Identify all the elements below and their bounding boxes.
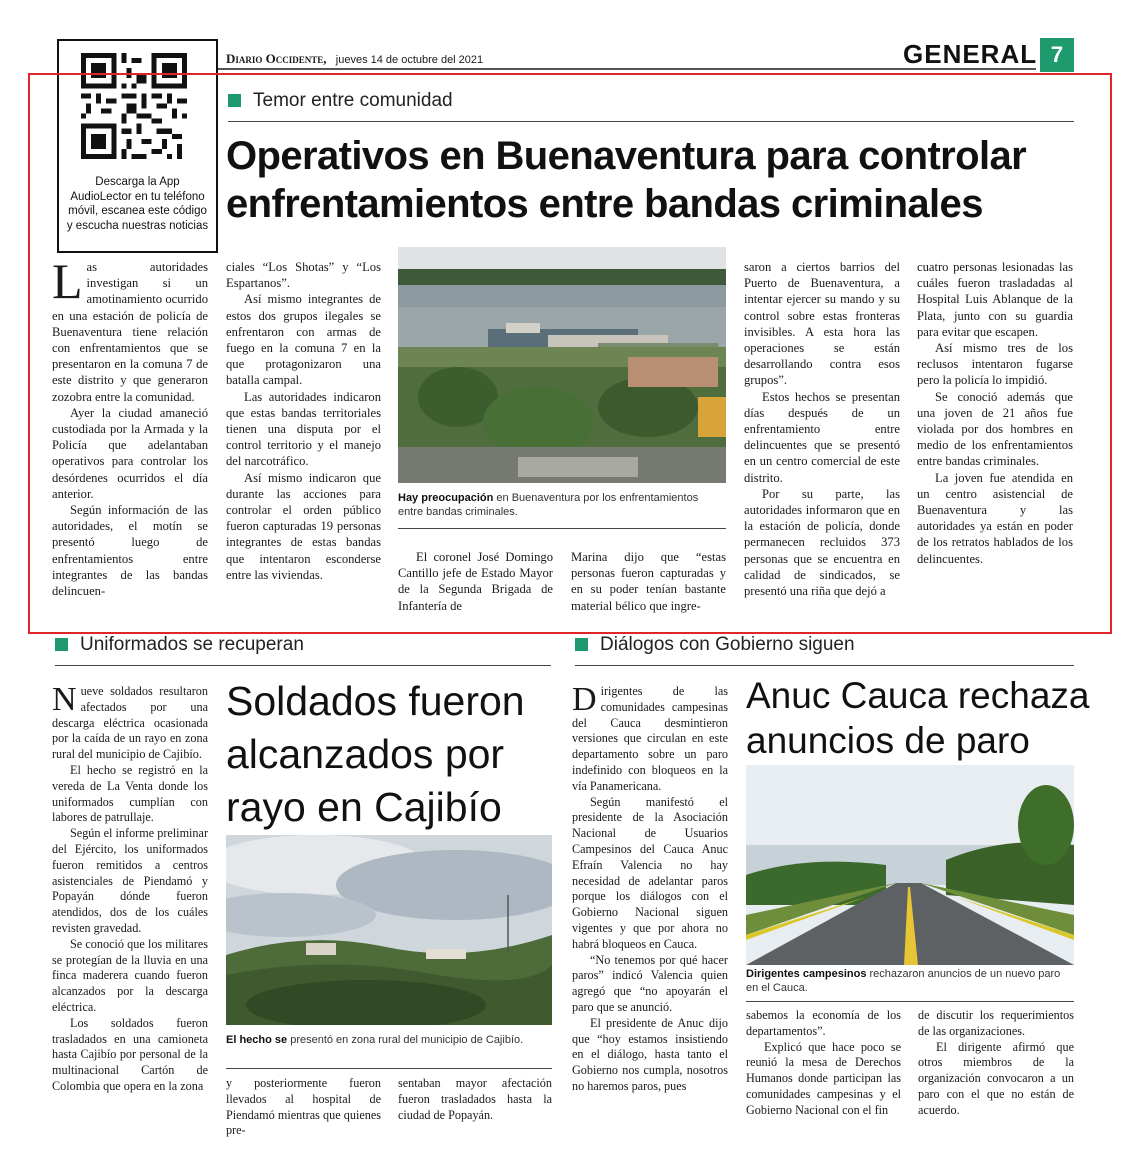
qr-promo-box (57, 39, 218, 253)
left-kicker-rule (55, 665, 551, 666)
main-photo-caption (398, 491, 726, 519)
right-col-2-p1: sabemos la economía de los departamentos”. (746, 1008, 901, 1038)
paper-name: Diario Occidente, (226, 51, 327, 66)
main-col-2 (226, 259, 381, 583)
right-col-1-p4: El presidente de Anuc dijo que “hoy estamos insistiendo en el diálogo, hasta tanto el Gobierno nos cumpla, nosotros no haremos paros, pues (572, 1015, 728, 1093)
right-caption-rule (746, 1001, 1074, 1002)
main-col-4 (571, 549, 726, 614)
main-col-6-p1: cuatro personas lesionadas las cuáles fueron trasladadas al Hospital Luis Ablanque de la Plata, junto con su guardia para evitar que escapen. (917, 260, 1073, 339)
right-col-1-p1: Dirigentes de las comunidades campesinas del Cauca desmintieron versiones que circulan en este departamento sobre un paro indefinido con bloqueos en la vía Panamericana. (572, 681, 728, 793)
right-col-1-p2: Según manifestó el presidente de la Asociación Nacional de Usuarios Campesinos del Cauca Anuc Efraín Valencia no hay necesidad de adelantar paros porque los diálogos con el Gobierno Nacional siguen vigentes y que por ahora no habrá bloqueos en Cauca. (572, 794, 728, 951)
page-number: 7 (1050, 42, 1064, 67)
main-kicker (228, 90, 453, 112)
left-headline (226, 675, 525, 834)
left-col-3 (398, 1076, 552, 1123)
kicker-square-icon (575, 638, 588, 651)
main-col-6 (917, 259, 1073, 567)
right-headline-line1: Anuc Cauca rechaza (746, 675, 1090, 716)
main-kicker-text: Temor entre comunidad (253, 90, 453, 111)
kicker-square-icon (228, 94, 241, 107)
left-kicker-text: Uniformados se recuperan (80, 634, 304, 655)
right-kicker-text: Diálogos con Gobierno siguen (600, 634, 855, 655)
right-col-2-p2: Explicó que hace poco se reunió la mesa de Derechos Humanos donde participan las comunidades campesinas y el Gobierno Nacional con el fin (746, 1039, 901, 1117)
right-col-3-p2: El dirigente afirmó que otros miembros de la organización convocaron a un paro con el que no están de acuerdo. (918, 1039, 1074, 1117)
left-headline-line1: Soldados fueron (226, 678, 525, 724)
main-col-6-p4: La joven fue atendida en un centro asistencial de Buenaventura y las autoridades ya están en poder de los retratos hablados de los delincuentes. (917, 470, 1073, 566)
qr-code[interactable] (81, 53, 187, 159)
left-col-1-p5: Los soldados fueron trasladados en una camioneta hasta Cajibío por personal de la multinacional Cartón de Colombia que opera en la zona (52, 1015, 208, 1093)
left-col-1-p3: Según el informe preliminar del Ejército, los uniformados fueron remitidos a centros asistenciales de Piendamó y Popayán dónde fueron atendidos, dos de los cuáles revisten gravedad. (52, 826, 208, 935)
left-headline-line2: alcanzados por (226, 731, 505, 777)
main-col-1-p2: Ayer la ciudad amaneció custodiada por la Armada y la Policía que adelantaban operativos para controlar los desórdenes ocurridos el día anterior. (52, 405, 208, 501)
main-col-1 (52, 253, 208, 599)
right-col-2 (746, 1008, 901, 1119)
main-col-4-p1: Marina dijo que “estas personas fueron capturadas y en su poder tenían bastante material bélico que ingre- (571, 550, 726, 613)
main-col-5 (744, 259, 900, 599)
right-headline (746, 673, 1089, 763)
left-caption-rule (226, 1068, 552, 1069)
right-photo-caption (746, 967, 1074, 995)
dropcap: D (572, 681, 597, 718)
main-col-5-p3: Por su parte, las autoridades informaron que en la estación de policía, donde permanecen recluidos 373 personas que se encuentra en calidad de sindicados, se presentó una riña que dejó a (744, 486, 900, 599)
main-headline-line2: enfrentamientos entre bandas criminales (226, 182, 983, 226)
left-col-2 (226, 1076, 381, 1139)
dropcap: L (52, 253, 83, 309)
main-kicker-rule (228, 121, 1074, 122)
main-col-3-p1: El coronel José Domingo Cantillo jefe de Estado Mayor de la Segunda Brigada de Infantería de (398, 550, 553, 613)
masthead-paper (226, 51, 483, 67)
main-caption-rule (398, 528, 726, 529)
dropcap: N (52, 681, 77, 718)
main-col-6-p2: Así mismo tres de los reclusos intentaron fugarse pero la policía lo impidió. (917, 341, 1073, 388)
right-col-1 (572, 681, 728, 1095)
left-col-1-p1: Nueve soldados resultaron afectados por una descarga eléctrica ocasionada por la caída de un rayo en zona rural del municipio de Cajibío. (52, 681, 208, 762)
main-col-2-p4: Así mismo indicaron que durante las acciones para controlar el orden público fueron capturadas 19 personas integrantes de estas bandas que intentaron esconderse entre las viviendas. (226, 470, 381, 582)
right-col-1-p3: “No tenemos por qué hacer paros” indicó Valencia quien agregó que “no apoyarán el paro que se anunció. (572, 952, 728, 1014)
left-col-1-p4: Se conoció que los militares se protegían de la lluvia en una finca maderera cuando fueron alcanzados por la descarga eléctrica. (52, 936, 208, 1014)
main-photo (398, 247, 726, 483)
main-col-2-p3: Las autoridades indicaron que estas bandas territoriales tienen una disputa por el control territorio y el manejo del narcotráfico. (226, 389, 381, 469)
left-photo-caption (226, 1033, 552, 1047)
right-caption-bold: Dirigentes campesinos (746, 968, 867, 980)
left-headline-line3: rayo en Cajibío (226, 784, 502, 830)
right-kicker-rule (575, 665, 1074, 666)
left-col-3-p1: sentaban mayor afectación fueron trasladados hasta la ciudad de Popayán. (398, 1076, 552, 1122)
main-col-6-p3: Se conoció además que una joven de 21 años fue violada por dos hombres en medio de los enfrentamientos entre bandas criminales. (917, 389, 1073, 469)
main-col-5-p2: Estos hechos se presentan días después de un enfrentamiento entre delincuentes que se presentó en un centro comercial de este distrito. (744, 389, 900, 485)
left-col-2-p1: y posteriormente fueron llevados al hospital de Piendamó mientras que quienes pre- (226, 1076, 381, 1138)
main-col-2-p2: Así mismo integrantes de estos dos grupos ilegales se enfrentaron con armas de fuego en la comuna 7 en la que protagonizaron una batalla campal. (226, 292, 381, 388)
main-caption-text: en Buenaventura por los enfrentamientos entre bandas criminales. (398, 492, 699, 518)
main-caption-bold: Hay preocupación (398, 492, 494, 504)
right-caption-text: rechazaron anuncios de un nuevo paro en el Cauca. (746, 968, 1061, 994)
issue-date: jueves 14 de octubre del 2021 (335, 54, 484, 66)
right-headline-line2: anuncios de paro (746, 720, 1030, 761)
left-caption-text: presentó en zona rural del municipio de Cajibío. (287, 1034, 524, 1046)
left-caption-bold: El hecho se (226, 1034, 288, 1046)
right-kicker (575, 634, 855, 656)
main-headline-line1: Operativos en Buenaventura para controlar (226, 134, 1027, 178)
main-col-2-p1: ciales “Los Shotas” y “Los Espartanos”. (226, 260, 381, 291)
main-col-1-p3: Según información de las autoridades, el motín se presentó luego de enfrentamientos entre integrantes de las bandas delincuen- (52, 503, 208, 599)
right-col-3-p1: de discutir los requerimientos de las organizaciones. (918, 1008, 1074, 1038)
main-col-3 (398, 549, 553, 614)
main-col-1-p1: Las autoridades investigan si un amotinamiento ocurrido en una estación de policía de Buenaventura tiene relación con enfrentamientos que se presentaron en la comuna 7 de este distrito y que generaron zozobra entre la comunidad. (52, 253, 208, 404)
left-photo (226, 835, 552, 1025)
main-headline (226, 132, 1026, 228)
left-col-1 (52, 681, 208, 1095)
right-photo (746, 765, 1074, 965)
page-number-badge (1040, 38, 1074, 72)
main-col-5-p1: saron a ciertos barrios del Puerto de Buenaventura, a intentar ejercer su mando y su control sobre estas fronteras invisibles. A esta hora las operaciones se están desarrollando contra esos grupos”. (744, 260, 900, 388)
qr-promo-text: Descarga la App AudioLector en tu teléfono móvil, escanea este código y escucha nuestras noticias (66, 176, 209, 232)
kicker-square-icon (55, 638, 68, 651)
right-col-3 (918, 1008, 1074, 1119)
left-kicker (55, 634, 304, 656)
left-col-1-p2: El hecho se registró en la vereda de La Venta donde los uniformados cumplían con labores de patrullaje. (52, 762, 208, 825)
section-title: GENERAL (903, 39, 1038, 69)
